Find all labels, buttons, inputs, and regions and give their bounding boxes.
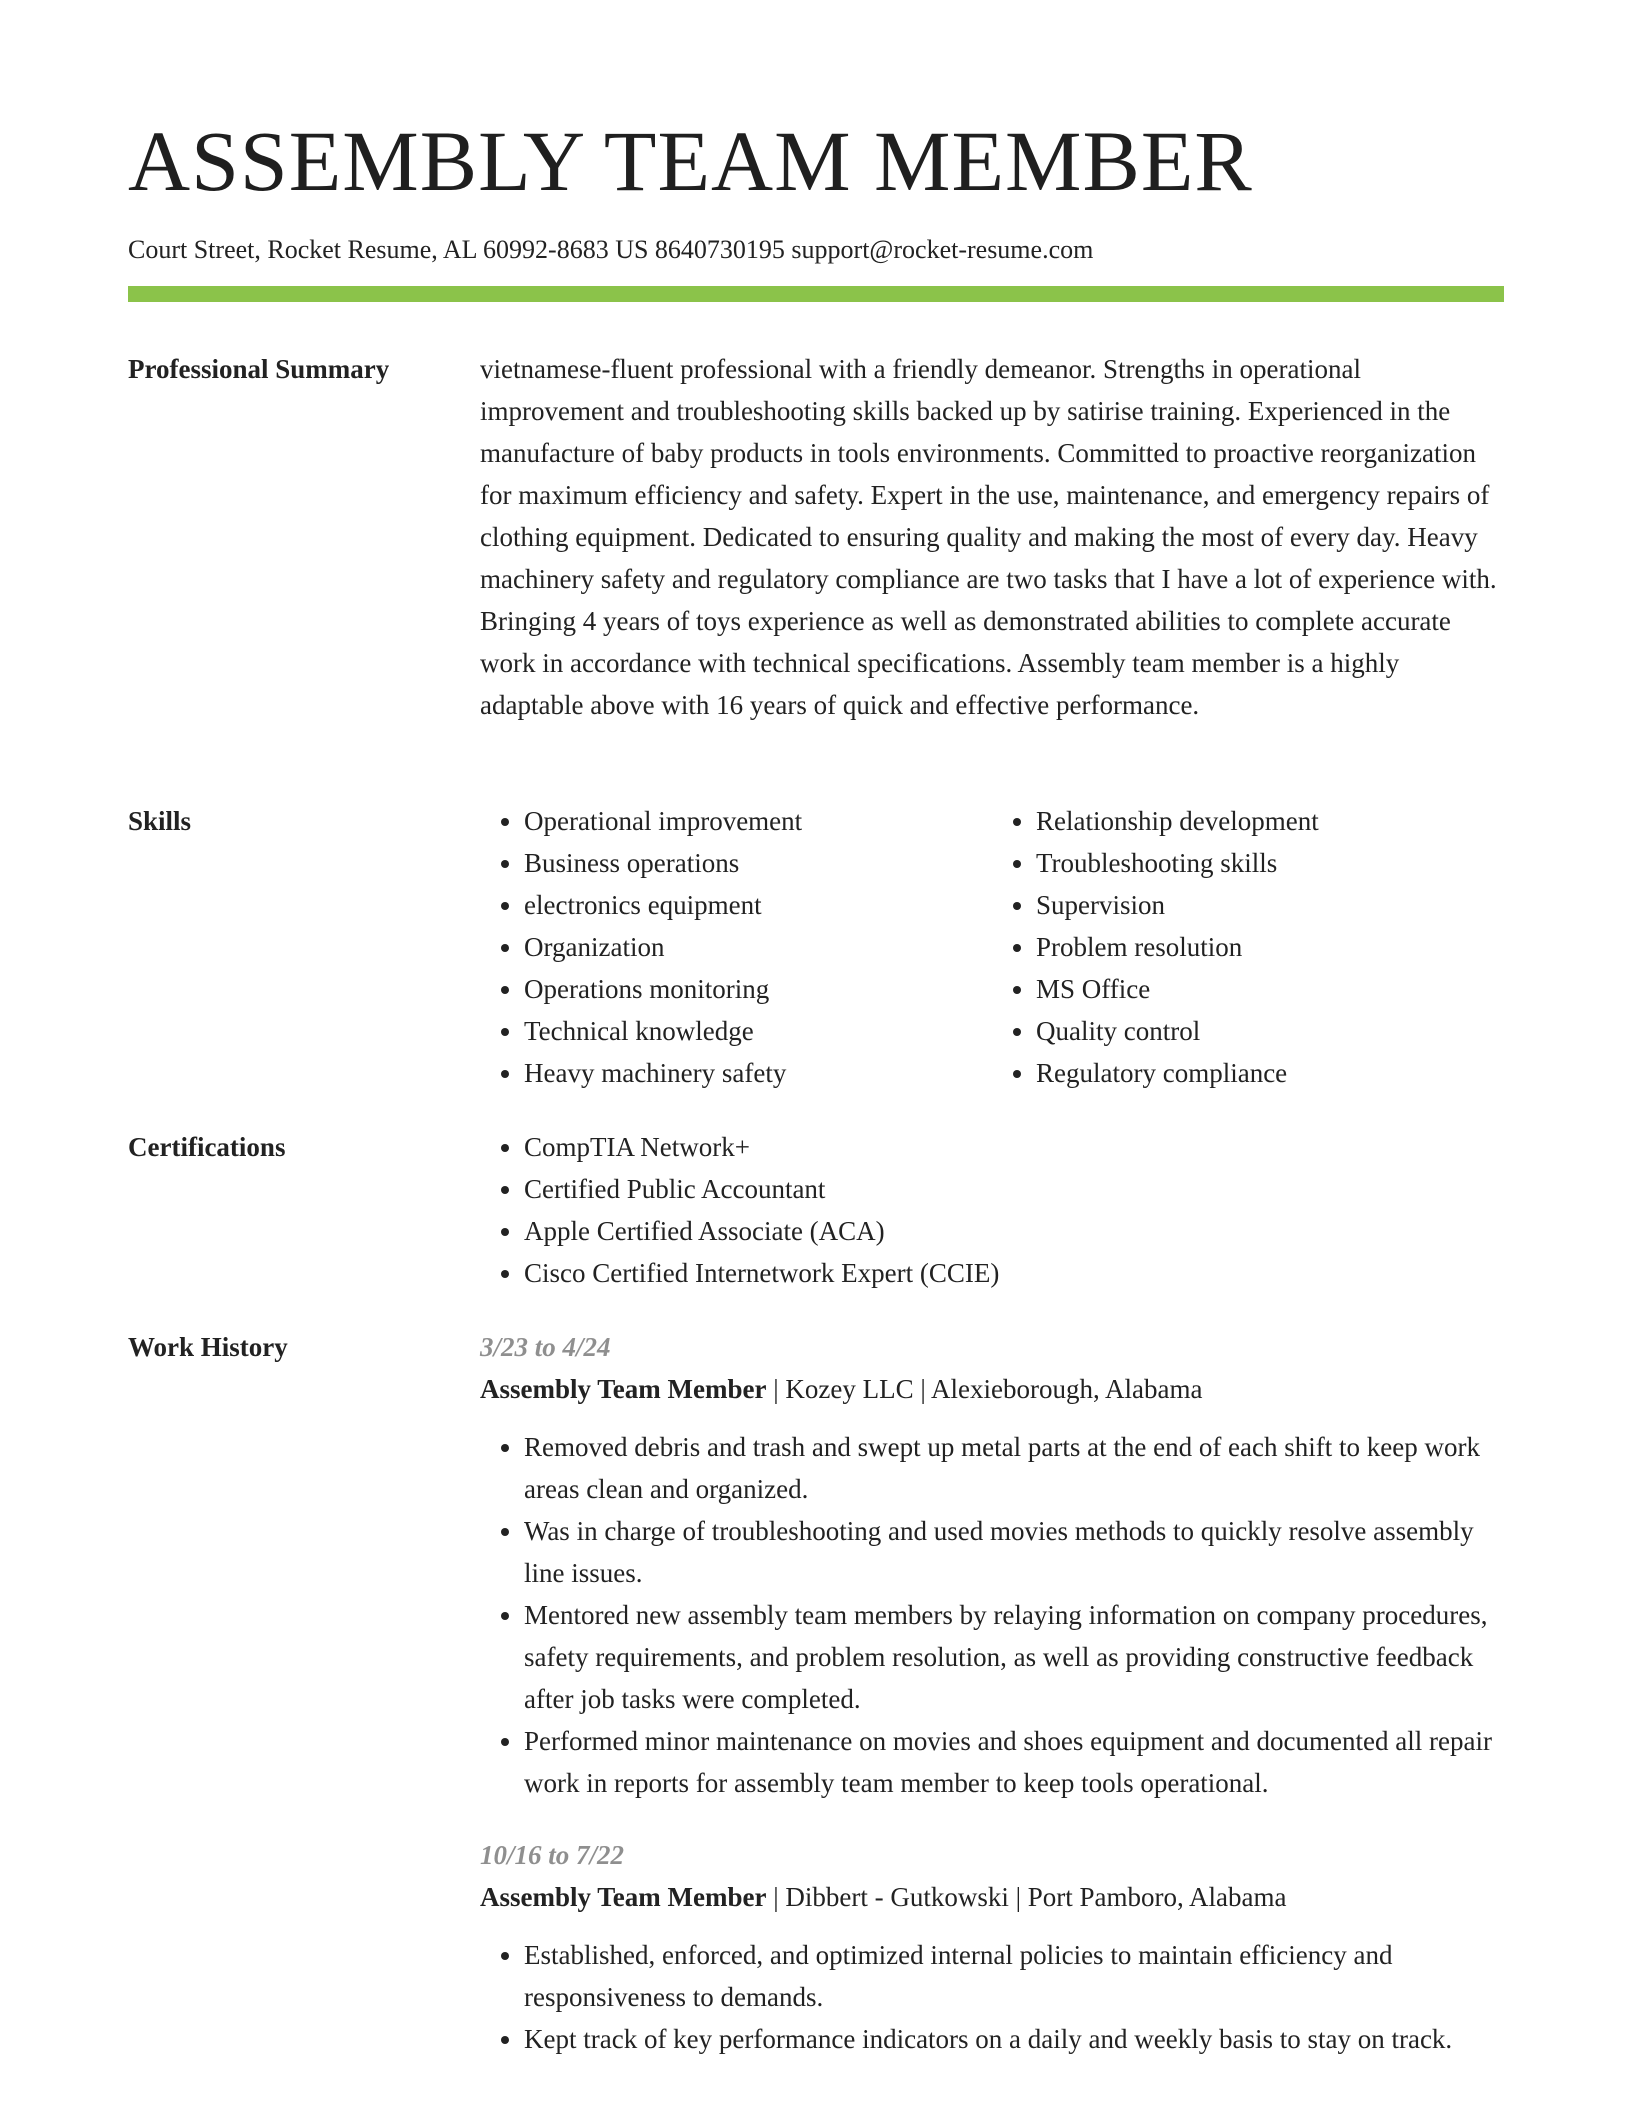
skill-item: • Problem resolution: [1036, 926, 1504, 968]
job-bullet: • Established, enforced, and optimized internal policies to maintain efficiency and responsiveness to demands.: [524, 1934, 1504, 2018]
certification-item: • Certified Public Accountant: [524, 1168, 1504, 1210]
job-bullet: • Mentored new assembly team members by relaying information on company procedures, safety requirements, and problem resolution, as well as providing constructive feedback after job tasks were completed.: [524, 1594, 1504, 1720]
skills-label: Skills: [128, 806, 192, 836]
job-heading: [480, 1876, 1504, 1918]
job-title: Assembly Team Member: [480, 1882, 767, 1912]
skill-item: • Business operations: [524, 842, 992, 884]
skills-list-left: [480, 800, 992, 1094]
job-dates: 3/23 to 4/24: [480, 1332, 611, 1362]
skill-item: • Organization: [524, 926, 992, 968]
work-history-label: Work History: [128, 1332, 288, 1362]
certification-item: • Cisco Certified Internetwork Expert (CCIE): [524, 1252, 1504, 1294]
job-entry: [480, 1834, 1504, 2060]
skills-list-right: [992, 800, 1504, 1094]
summary-label: Professional Summary: [128, 354, 390, 384]
job-details: | Dibbert - Gutkowski | Port Pamboro, Alabama: [766, 1882, 1287, 1912]
job-bullet: • Removed debris and trash and swept up metal parts at the end of each shift to keep work areas clean and organized.: [524, 1426, 1504, 1510]
job-heading: [480, 1368, 1504, 1410]
skill-item: • Supervision: [1036, 884, 1504, 926]
job-bullets: [480, 1934, 1504, 2060]
job-details: | Kozey LLC | Alexieborough, Alabama: [766, 1374, 1203, 1404]
skill-item: • Operations monitoring: [524, 968, 992, 1010]
job-entry: [480, 1326, 1504, 1804]
skill-item: • electronics equipment: [524, 884, 992, 926]
certification-item: • CompTIA Network+: [524, 1126, 1504, 1168]
job-bullet: • Was in charge of troubleshooting and used movies methods to quickly resolve assembly line issues.: [524, 1510, 1504, 1594]
skill-item: • MS Office: [1036, 968, 1504, 1010]
skill-item: • Regulatory compliance: [1036, 1052, 1504, 1094]
skill-item: • Operational improvement: [524, 800, 992, 842]
skill-item: • Troubleshooting skills: [1036, 842, 1504, 884]
contact-line: Court Street, Rocket Resume, AL 60992-8683 US 8640730195 support@rocket-resume.com: [128, 235, 1094, 264]
certifications-list: [480, 1126, 1504, 1294]
header-divider: [128, 286, 1504, 302]
skill-item: • Relationship development: [1036, 800, 1504, 842]
certification-item: • Apple Certified Associate (ACA): [524, 1210, 1504, 1252]
resume-name: ASSEMBLY TEAM MEMBER: [128, 113, 1253, 209]
certifications-label: Certifications: [128, 1132, 286, 1162]
skill-item: • Quality control: [1036, 1010, 1504, 1052]
job-bullet: • Performed minor maintenance on movies and shoes equipment and documented all repair work in reports for assembly team member to keep tools operational.: [524, 1720, 1504, 1804]
job-bullets: [480, 1426, 1504, 1804]
skill-item: • Technical knowledge: [524, 1010, 992, 1052]
job-bullet: • Kept track of key performance indicators on a daily and weekly basis to stay on track.: [524, 2018, 1504, 2060]
skill-item: • Heavy machinery safety: [524, 1052, 992, 1094]
job-title: Assembly Team Member: [480, 1374, 767, 1404]
job-dates: 10/16 to 7/22: [480, 1840, 625, 1870]
summary-text: vietnamese-fluent professional with a friendly demeanor. Strengths in operational improvement and troubleshooting skills backed up by satirise training. Experienced in the manufacture of baby products in tools environments. Committed to proactive reorganization for maximum efficiency and safety. Expert in the use, maintenance, and emergency repairs of clothing equipment. Dedicated to ensuring quality and making the most of every day. Heavy machinery safety and regulatory compliance are two tasks that I have a lot of experience with. Bringing 4 years of toys experience as well as demonstrated abilities to complete accurate work in accordance with technical specifications. Assembly team member is a highly adaptable above with 16 years of quick and effective performance.: [480, 354, 1497, 720]
